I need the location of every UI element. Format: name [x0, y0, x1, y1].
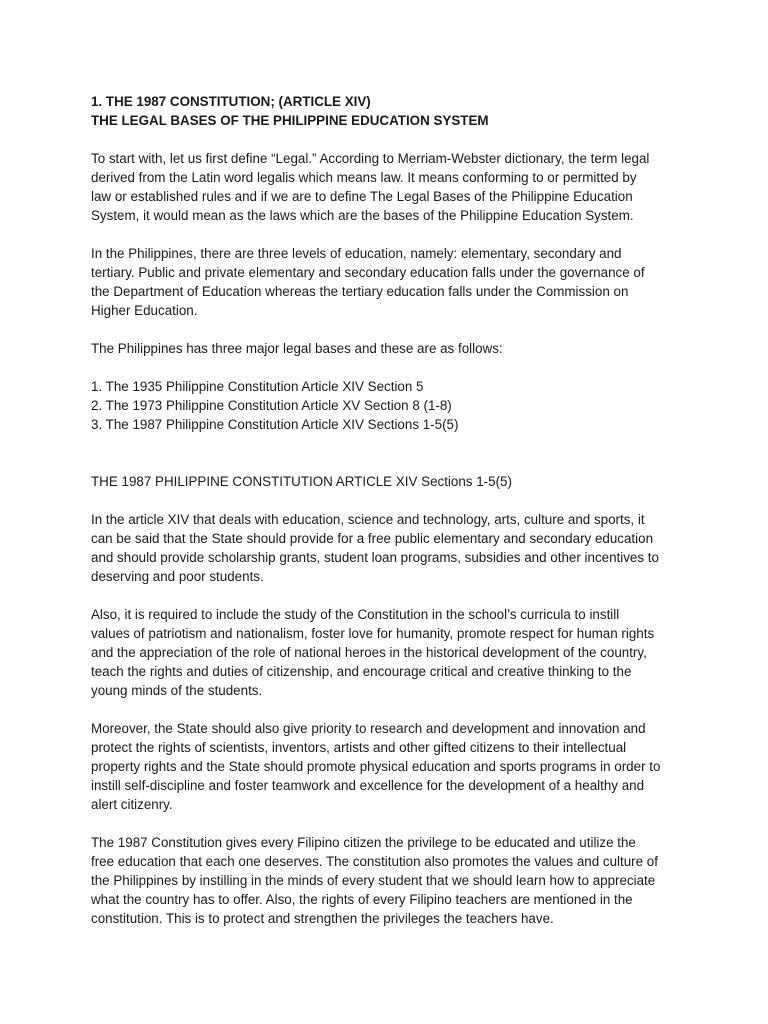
text-line: can be said that the State should provide for a free public elementary and secondary education — [91, 531, 654, 546]
text-line: In the article XIV that deals with education, science and technology, arts, culture and sports, it — [91, 512, 645, 527]
text-line: law or established rules and if we are to define The Legal Bases of the Philippine Education — [91, 189, 633, 204]
text-line: instill self-discipline and foster teamwork and excellence for the development of a healthy and — [91, 778, 645, 793]
spacer — [91, 700, 708, 719]
paragraph-research-development — [91, 719, 708, 814]
spacer — [91, 814, 708, 833]
text-line: and should provide scholarship grants, student loan programs, subsidies and other incentives to — [91, 550, 659, 565]
legal-bases-list — [91, 377, 708, 434]
spacer — [91, 130, 708, 149]
spacer — [91, 586, 708, 605]
text-line: values of patriotism and nationalism, foster love for humanity, promote respect for human rights — [91, 626, 655, 641]
paragraph-legal-definition — [91, 149, 708, 225]
paragraph-education-levels — [91, 244, 708, 320]
text-line: tertiary. Public and private elementary and secondary education falls under the governance of — [91, 265, 645, 280]
text-line: To start with, let us first define “Legal.” According to Merriam-Webster dictionary, the term legal — [91, 151, 650, 166]
paragraph-conclusion — [91, 833, 708, 928]
text-line: the Department of Education whereas the tertiary education falls under the Commission on — [91, 284, 629, 299]
paragraph-article-xiv — [91, 510, 708, 586]
text-line: In the Philippines, there are three levels of education, namely: elementary, secondary and — [91, 246, 622, 261]
text-line: Moreover, the State should also give priority to research and development and innovation and — [91, 721, 646, 736]
text-line: THE 1987 PHILIPPINE CONSTITUTION ARTICLE XIV Sections 1-5(5) — [91, 474, 512, 489]
section-title — [91, 472, 708, 491]
list-item: 3. The 1987 Philippine Constitution Article XIV Sections 1-5(5) — [91, 417, 459, 432]
text-line: alert citizenry. — [91, 797, 173, 812]
spacer — [91, 491, 708, 510]
text-line: young minds of the students. — [91, 683, 263, 698]
list-item: 2. The 1973 Philippine Constitution Article XV Section 8 (1-8) — [91, 398, 452, 413]
spacer — [91, 358, 708, 377]
text-line: The 1987 Constitution gives every Filipino citizen the privilege to be educated and utilize the — [91, 835, 636, 850]
text-line: property rights and the State should promote physical education and sports programs in order to — [91, 759, 661, 774]
spacer — [91, 225, 708, 244]
text-line: Higher Education. — [91, 303, 198, 318]
document-heading-2: THE LEGAL BASES OF THE PHILIPPINE EDUCATION SYSTEM — [91, 113, 489, 128]
text-line: constitution. This is to protect and strengthen the privileges the teachers have. — [91, 911, 554, 926]
document-heading-1: 1. THE 1987 CONSTITUTION; (ARTICLE XIV) — [91, 94, 371, 109]
text-line: teach the rights and duties of citizenship, and encourage critical and creative thinking to the — [91, 664, 632, 679]
text-line: protect the rights of scientists, inventors, artists and other gifted citizens to their intellectual — [91, 740, 627, 755]
spacer — [91, 320, 708, 339]
paragraph-constitution-study — [91, 605, 708, 700]
text-line: free education that each one deserves. The constitution also promotes the values and culture of — [91, 854, 658, 869]
text-line: derived from the Latin word legalis which means law. It means conforming to or permitted by — [91, 170, 637, 185]
text-line: Also, it is required to include the study of the Constitution in the school’s curricula to instill — [91, 607, 620, 622]
paragraph-legal-bases-intro — [91, 339, 708, 358]
text-line: The Philippines has three major legal bases and these are as follows: — [91, 341, 503, 356]
text-line: the Philippines by instilling in the minds of every student that we should learn how to appreciate — [91, 873, 656, 888]
text-line: and the appreciation of the role of national heroes in the historical development of the country, — [91, 645, 647, 660]
list-item: 1. The 1935 Philippine Constitution Article XIV Section 5 — [91, 379, 424, 394]
text-line: System, it would mean as the laws which are the bases of the Philippine Education System. — [91, 208, 634, 223]
text-line: what the country has to offer. Also, the rights of every Filipino teachers are mentioned in the — [91, 892, 633, 907]
text-line: deserving and poor students. — [91, 569, 264, 584]
spacer — [91, 434, 708, 472]
